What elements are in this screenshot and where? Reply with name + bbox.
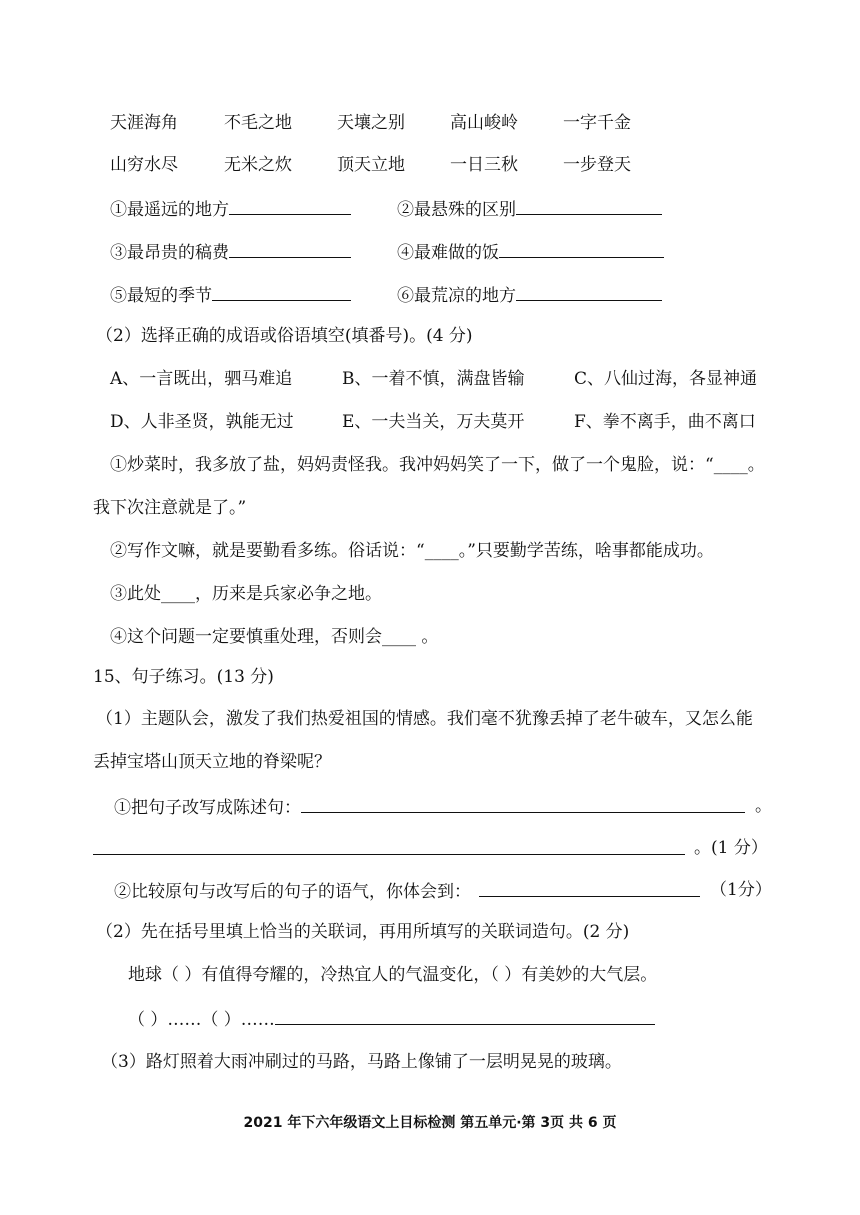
- q15-p1-q2-score: （1分）: [710, 880, 772, 900]
- match-row-1: [110, 196, 351, 222]
- q15-p1-line2: [93, 836, 685, 862]
- q15-p1-end: 。: [755, 796, 772, 816]
- idiom-item: 顶天立地: [337, 155, 405, 175]
- match-row-3b: [397, 282, 662, 308]
- answer-blank[interactable]: [516, 196, 662, 215]
- match-row-1b: [397, 196, 662, 222]
- q15-p1b: 丢掉宝塔山顶天立地的脊梁呢？: [93, 752, 331, 772]
- q15-p3: （3）路灯照着大雨冲刷过的马路，马路上像铺了一层明晃晃的玻璃。: [101, 1052, 622, 1072]
- q2-title: （2）选择正确的成语或俗语填空(填番号)。(4 分): [96, 326, 473, 346]
- q15-p1a: （1）主题队会，激发了我们热爱祖国的情感。我们毫不犹豫丢掉了老牛破车，又怎么能: [96, 709, 753, 729]
- answer-blank[interactable]: [301, 794, 745, 813]
- answer-blank[interactable]: [229, 239, 351, 258]
- answer-blank[interactable]: [212, 282, 351, 301]
- question-label: ②比较原句与改写后的句子的语气，你体会到：: [114, 882, 471, 902]
- match-label: ②最悬殊的区别: [397, 200, 516, 220]
- idiom-item: 山穷水尽: [110, 155, 178, 175]
- match-row-3: [110, 282, 351, 308]
- q15-p1-score: 。(1 分）: [694, 838, 768, 858]
- q15-p1-q2: [114, 878, 700, 904]
- idiom-item: 高山峻岭: [450, 113, 518, 133]
- q2-sentence-1a: ①炒菜时，我多放了盐，妈妈责怪我。我冲妈妈笑了一下，做了一个鬼脸，说：“____。: [110, 455, 765, 475]
- idiom-item: 一日三秋: [450, 155, 518, 175]
- conjunction-frame: （ ）……（ ）……: [128, 1010, 275, 1030]
- option-a: A、一言既出，驷马难追: [110, 369, 293, 389]
- answer-blank[interactable]: [275, 1006, 655, 1025]
- match-label: ⑥最荒凉的地方: [397, 286, 516, 306]
- option-f: F、拳不离手，曲不离口: [574, 412, 756, 432]
- answer-blank[interactable]: [229, 196, 351, 215]
- match-label: ⑤最短的季节: [110, 286, 212, 306]
- answer-blank[interactable]: [516, 282, 662, 301]
- q15-p2-s1: 地球（ ）有值得夸耀的，冷热宜人的气温变化，（ ）有美妙的大气层。: [128, 965, 658, 985]
- option-d: D、人非圣贤，孰能无过: [110, 412, 294, 432]
- match-row-2b: [397, 239, 664, 265]
- match-label: ③最昂贵的稿费: [110, 243, 229, 263]
- option-c: C、八仙过海，各显神通: [574, 369, 758, 389]
- answer-blank[interactable]: [93, 836, 685, 855]
- match-label: ④最难做的饭: [397, 243, 499, 263]
- match-label: ①最遥远的地方: [110, 200, 229, 220]
- idiom-item: 天涯海角: [110, 113, 178, 133]
- q15-title: 15、句子练习。(13 分): [93, 667, 274, 687]
- idiom-item: 天壤之别: [337, 113, 405, 133]
- answer-blank[interactable]: [479, 878, 700, 897]
- q2-sentence-1b: 我下次注意就是了。”: [93, 498, 247, 518]
- q15-p1-q1: [114, 794, 745, 820]
- idiom-item: 一步登天: [563, 155, 631, 175]
- match-row-2: [110, 239, 351, 265]
- q15-p2-s2: [128, 1006, 655, 1032]
- answer-blank[interactable]: [499, 239, 664, 258]
- page-footer: 2021 年下六年级语文上目标检测 第五单元·第 3页 共 6 页: [243, 1115, 617, 1131]
- idiom-item: 不毛之地: [224, 113, 292, 133]
- q2-sentence-2: ②写作文嘛，就是要勤看多练。俗话说：“____。”只要勤学苦练，啥事都能成功。: [110, 541, 714, 561]
- question-label: ①把句子改写成陈述句：: [114, 798, 301, 818]
- idiom-item: 无米之炊: [224, 155, 292, 175]
- q15-p2: （2）先在括号里填上恰当的关联词，再用所填写的关联词造句。(2 分): [96, 922, 630, 942]
- option-b: B、一着不慎，满盘皆输: [342, 369, 525, 389]
- q2-sentence-3: ③此处____，历来是兵家必争之地。: [110, 584, 382, 604]
- option-e: E、一夫当关，万夫莫开: [342, 412, 525, 432]
- idiom-item: 一字千金: [563, 113, 631, 133]
- q2-sentence-4: ④这个问题一定要慎重处理，否则会____ 。: [110, 627, 439, 647]
